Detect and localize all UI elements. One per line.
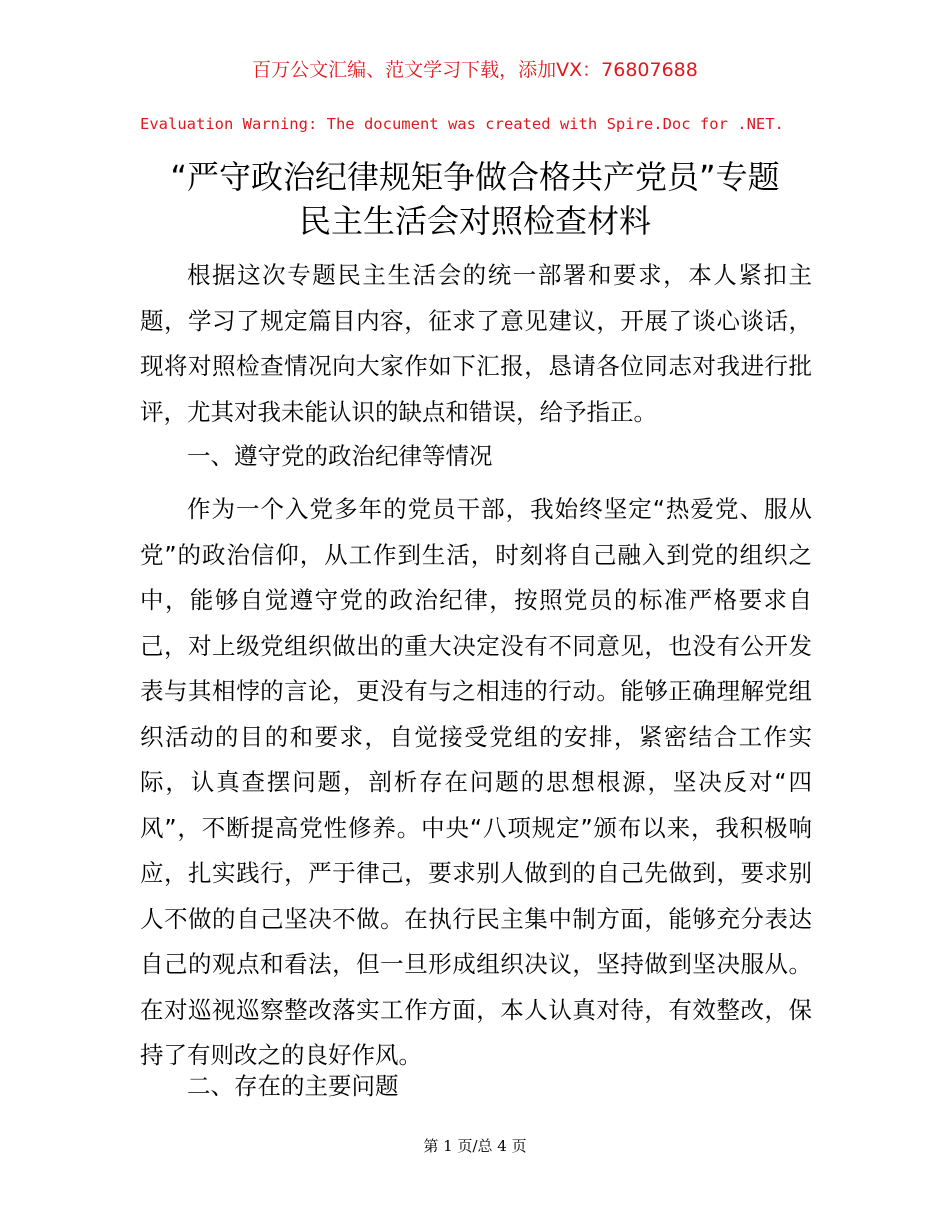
evaluation-warning: Evaluation Warning: The document was created with Spire.Doc for .NET. <box>140 115 784 133</box>
document-title-line-2: 民主生活会对照检查材料 <box>298 202 651 240</box>
intro-paragraph: 根据这次专题民主生活会的统一部署和要求，本人紧扣主题，学习了规定篇目内容，征求了意见建议，开展了谈心谈话，现将对照检查情况向大家作如下汇报，恳请各位同志对我进行批评，尤其对我未能认识的缺点和错误，给予指正。 <box>140 261 812 426</box>
section-1-paragraph: 作为一个入党多年的党员干部，我始终坚定“热爱党、服从党”的政治信仰，从工作到生活，时刻将自己融入到党的组织之中，能够自觉遵守党的政治纪律，按照党员的标准严格要求自己，对上级党组织做出的重大决定没有不同意见，也没有公开发表与其相悖的言论，更没有与之相违的行动。能够正确理解党组织活动的目的和要求，自觉接受党组的安排，紧密结合工作实际，认真查摆问题，剖析存在问题的思想根源，坚决反对“四风”，不断提高党性修养。中央“八项规定”颁布以来，我积极响应，扎实践行，严于律己，要求别人做到的自己先做到，要求别人不做的自己坚决不做。在执行民主集中制方面，能够充分表达自己的观点和看法，但一旦形成组织决议，坚持做到坚决服从。在对巡视巡察整改落实工作方面，本人认真对待，有效整改，保持了有则改之的良好作风。 <box>140 495 812 1069</box>
document-title-line-1: “严守政治纪律规矩争做合格共产党员”专题 <box>170 158 780 196</box>
section-heading-2: 二、存在的主要问题 <box>187 1072 399 1100</box>
section-heading-1: 一、遵守党的政治纪律等情况 <box>187 442 493 470</box>
header-banner: 百万公文汇编、范文学习下载，添加VX：76807688 <box>252 59 698 81</box>
document-title <box>0 155 950 243</box>
page-indicator: 第 1 页/总 4 页 <box>423 1137 527 1155</box>
